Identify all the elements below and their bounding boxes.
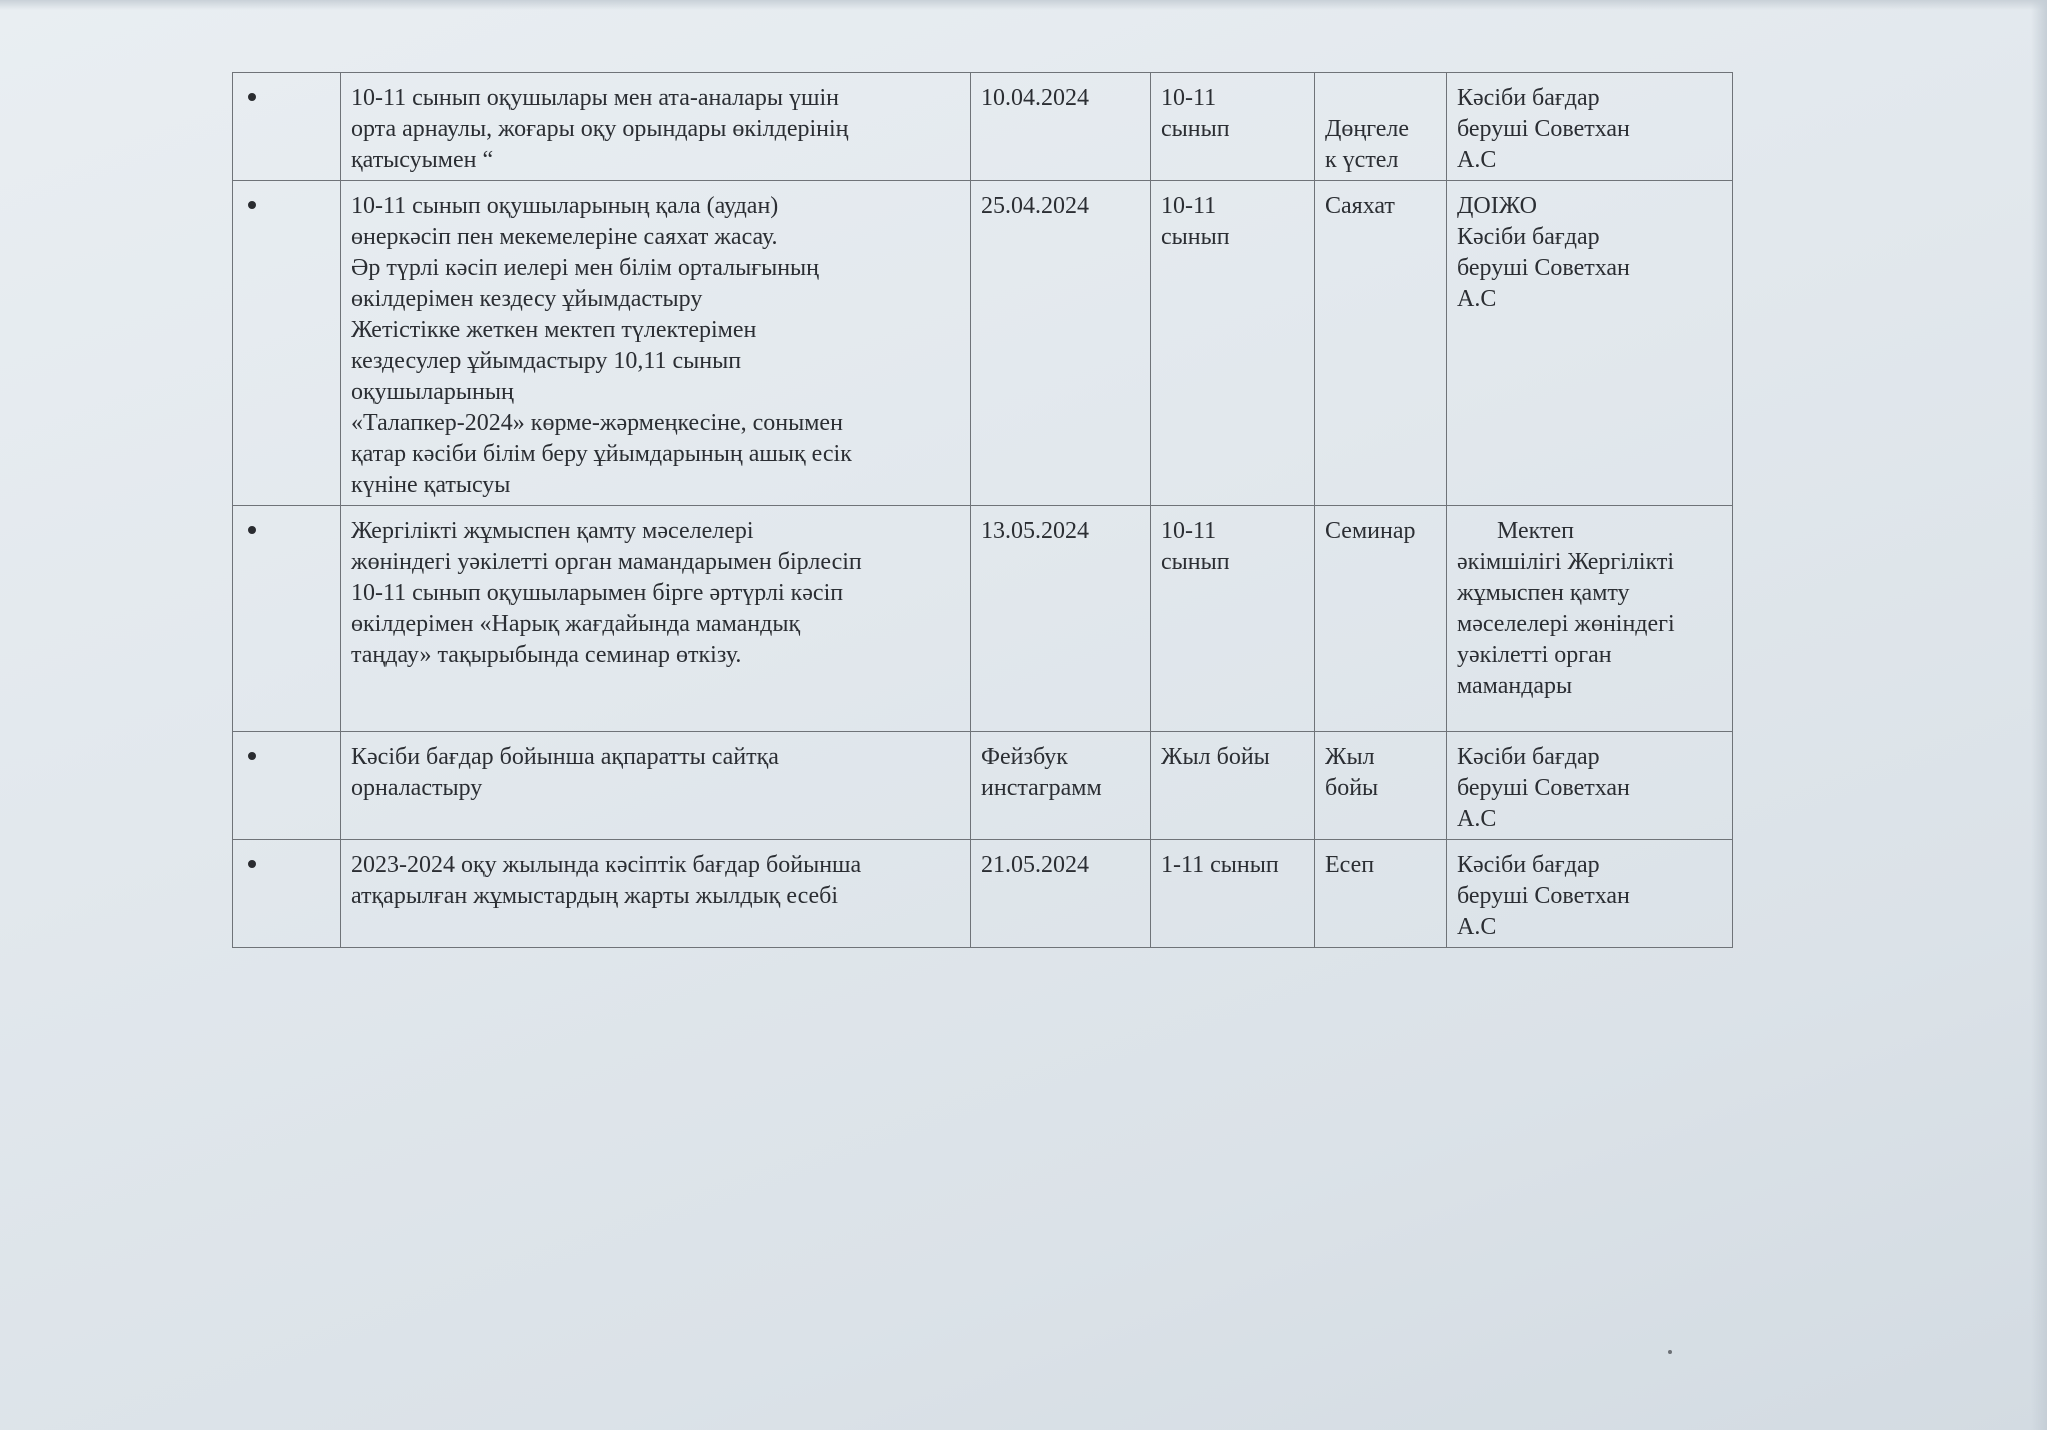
date-cell [971, 73, 1151, 181]
bullet-icon [248, 201, 256, 209]
form-line: Есеп [1325, 852, 1375, 878]
description-line: өкілдерімен кездесу ұйымдастыру [351, 286, 703, 312]
bullet-cell [233, 732, 341, 840]
date-text: 13.05.2024 [981, 518, 1089, 544]
bullet-cell [233, 181, 341, 506]
responsible-line: Кәсіби бағдар [1457, 852, 1600, 878]
responsible-line: А.С [1457, 147, 1497, 173]
date-cell [971, 506, 1151, 732]
form-line: Саяхат [1325, 193, 1395, 219]
description-line: қатар кәсіби білім беру ұйымдарының ашық есік [351, 441, 852, 467]
responsible-line: жұмыспен қамту [1457, 580, 1630, 606]
responsible-cell [1447, 840, 1733, 948]
form-line: Жыл [1325, 744, 1375, 770]
responsible-line: беруші Советхан [1457, 775, 1630, 801]
form-line: Семинар [1325, 518, 1416, 544]
form-line: Дөңгеле [1325, 116, 1410, 142]
description-line: күніне қатысуы [351, 472, 511, 498]
responsible-line: ДОІЖО [1457, 193, 1537, 219]
form-line [1325, 83, 1436, 114]
responsible-line: беруші Советхан [1457, 255, 1630, 281]
description-line: Жергілікті жұмыспен қамту мәселелері [351, 518, 754, 544]
date-text: 25.04.2024 [981, 193, 1089, 219]
responsible-line: А.С [1457, 806, 1497, 832]
description-cell [341, 840, 971, 948]
participants-line: 1-11 сынып [1161, 852, 1279, 878]
description-line: Кәсіби бағдар бойынша ақпаратты сайтқа [351, 744, 779, 770]
responsible-line: әкімшілігі Жергілікті [1457, 549, 1675, 575]
description-line: 10-11 сынып оқушыларымен бірге әртүрлі кәсіп [351, 580, 844, 606]
responsible-cell [1447, 506, 1733, 732]
description-line: қатысуымен “ [351, 147, 494, 173]
participants-cell [1151, 840, 1315, 948]
participants-cell [1151, 181, 1315, 506]
description-line: 10-11 сынып оқушылары мен ата-аналары үшін [351, 85, 839, 111]
form-line: к үстел [1325, 147, 1399, 173]
responsible-line: мәселелері жөніндегі [1457, 611, 1675, 637]
table-row [233, 840, 1733, 948]
participants-line: Жыл бойы [1161, 744, 1270, 770]
form-cell [1315, 181, 1447, 506]
description-cell [341, 181, 971, 506]
bullet-cell [233, 840, 341, 948]
responsible-line: беруші Советхан [1457, 883, 1630, 909]
participants-line: сынып [1161, 549, 1230, 575]
description-line: орта арнаулы, жоғары оқу орындары өкілдерінің [351, 116, 849, 142]
responsible-line: Кәсіби бағдар [1457, 85, 1600, 111]
responsible-line: Кәсіби бағдар [1457, 744, 1600, 770]
responsible-cell [1447, 181, 1733, 506]
participants-line: сынып [1161, 224, 1230, 250]
responsible-line: беруші Советхан [1457, 116, 1630, 142]
description-cell [341, 73, 971, 181]
responsible-line: Мектеп [1497, 518, 1575, 544]
description-line: 2023-2024 оқу жылында кәсіптік бағдар бойынша [351, 852, 862, 878]
description-line: атқарылған жұмыстардың жарты жылдық есебі [351, 883, 839, 909]
bullet-icon [248, 752, 256, 760]
description-line: өкілдерімен «Нарық жағдайында мамандық [351, 611, 801, 637]
description-line: оқушыларының [351, 379, 514, 405]
responsible-line: А.С [1457, 914, 1497, 940]
ink-dot [1668, 1350, 1672, 1354]
table-row [233, 506, 1733, 732]
date-cell [971, 732, 1151, 840]
bullet-cell [233, 506, 341, 732]
form-cell [1315, 840, 1447, 948]
date-line: Фейзбук [981, 744, 1068, 770]
participants-line: 10-11 [1161, 518, 1217, 544]
description-line: таңдау» тақырыбында семинар өткізу. [351, 642, 742, 668]
schedule-table [232, 72, 1733, 948]
form-cell [1315, 73, 1447, 181]
date-cell [971, 181, 1151, 506]
description-line: кездесулер ұйымдастыру 10,11 сынып [351, 348, 742, 374]
bullet-icon [248, 93, 256, 101]
responsible-line: уәкілетті орган [1457, 642, 1612, 668]
participants-cell [1151, 732, 1315, 840]
date-text: 10.04.2024 [981, 85, 1089, 111]
description-cell [341, 732, 971, 840]
participants-line: 10-11 [1161, 193, 1217, 219]
bullet-icon [248, 860, 256, 868]
description-line: «Талапкер-2024» көрме-жәрмеңкесіне, сонымен [351, 410, 843, 436]
description-cell [341, 506, 971, 732]
bullet-cell [233, 73, 341, 181]
description-line: Әр түрлі кәсіп иелері мен білім орталығының [351, 255, 820, 281]
bullet-icon [248, 526, 256, 534]
table-row [233, 732, 1733, 840]
form-cell [1315, 732, 1447, 840]
date-line: инстаграмм [981, 775, 1102, 801]
participants-line: сынып [1161, 116, 1230, 142]
paper-right-edge [2031, 0, 2047, 1430]
participants-cell [1151, 73, 1315, 181]
form-line: бойы [1325, 775, 1379, 801]
responsible-line: мамандары [1457, 673, 1573, 699]
description-line: Жетістікке жеткен мектеп түлектерімен [351, 317, 757, 343]
description-line: жөніндегі уәкілетті орган мамандарымен бірлесіп [351, 549, 862, 575]
table-row [233, 73, 1733, 181]
description-line: орналастыру [351, 775, 483, 801]
participants-line: 10-11 [1161, 85, 1217, 111]
date-text: 21.05.2024 [981, 852, 1089, 878]
description-line: 10-11 сынып оқушыларының қала (аудан) [351, 193, 779, 219]
paper-top-edge [0, 0, 2047, 10]
participants-cell [1151, 506, 1315, 732]
table-row [233, 181, 1733, 506]
description-line: өнеркәсіп пен мекемелеріне саяхат жасау. [351, 224, 778, 250]
responsible-cell [1447, 732, 1733, 840]
date-cell [971, 840, 1151, 948]
responsible-line: А.С [1457, 286, 1497, 312]
responsible-line: Кәсіби бағдар [1457, 224, 1600, 250]
form-cell [1315, 506, 1447, 732]
responsible-cell [1447, 73, 1733, 181]
